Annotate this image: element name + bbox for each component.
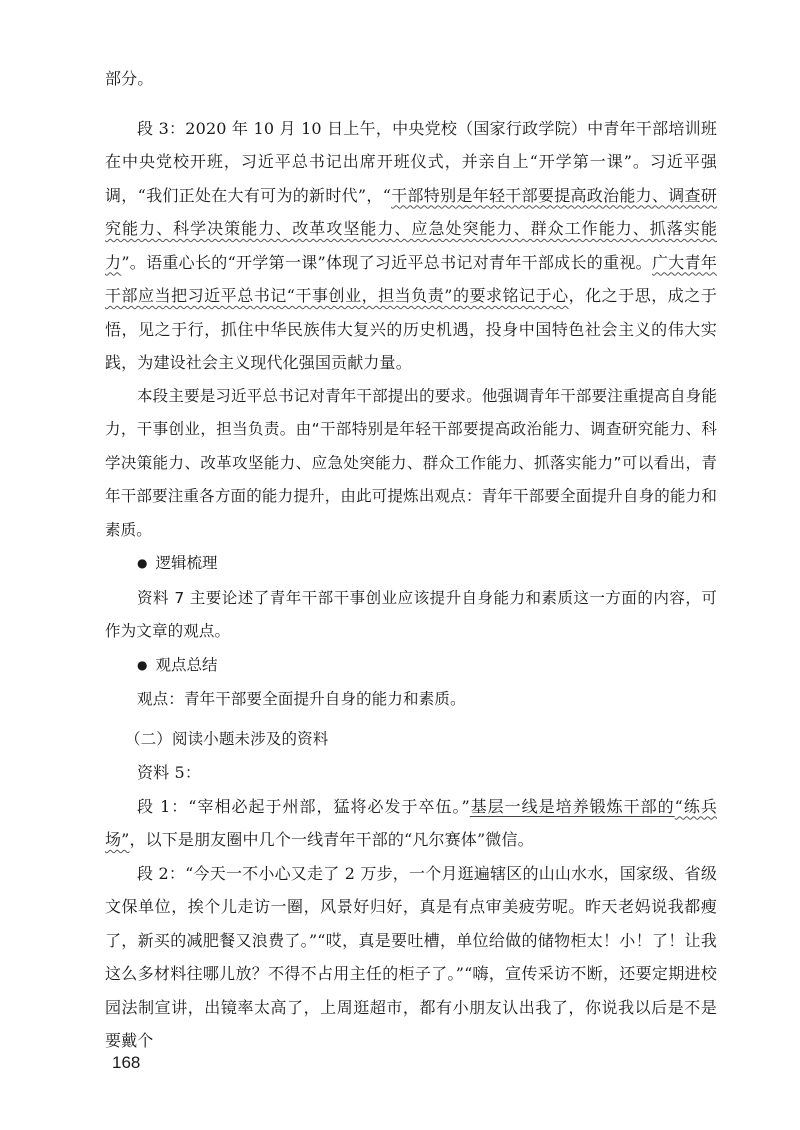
material-5-p1-wavy: “练兵场” xyxy=(105,796,717,849)
analysis-paragraph: 本段主要是习近平总书记对青年干部提出的要求。他强调青年干部要注重提高自身能力，干事创业，担当负责。由“干部特别是年轻干部要提高政治能力、调查研究能力、科学决策能力、改革攻坚能力、应急处突能力、群众工作能力、抓落实能力”可以看出，青年干部要注重各方面的能力提升，由此可提炼出观点：青年干部要全面提升自身的能力和素质。 xyxy=(105,386,717,539)
logic-heading xyxy=(105,547,717,582)
paragraph-3-text-3: ，化之于思，成之于悟，见之于行，抓住中华民族伟大复兴的历史机遇，投身中国特色社会主义的伟大实践，为建设社会主义现代化强国贡献力量。 xyxy=(105,286,717,372)
material-5-p1-text-2: ，以下是朋友圈中几个一线青年干部的“凡尔赛体”微信。 xyxy=(129,830,534,849)
continuation-text: 部分。 xyxy=(105,69,154,88)
summary-heading xyxy=(105,649,717,684)
page-body xyxy=(105,62,717,1058)
logic-heading-text: 逻辑梳理 xyxy=(155,554,218,572)
material-5-p2-text: “今天一不小心又走了 2 万步，一个月逛遍辖区的山山水水，国家级、省级文保单位，挨个儿走访一圈，风景好归好，真是有点审美疲劳呢。昨天老妈说我都瘦了，新买的减肥餐又浪费了。”“哎，真是要吐槽，单位给做的储物柜太！小！了！让我这么多材料往哪儿放？不得不占用主任的柜子了。”“嗨，宣传采访不断，还要定期进校园法制宣讲，出镜率太高了，上周逛超市，都有小朋友认出我了，你说我以后是不是要戴个 xyxy=(105,863,717,1050)
logic-body: 资料 7 主要论述了青年干部干事创业应该提升自身能力和素质这一方面的内容，可作为文章的观点。 xyxy=(105,588,717,640)
paragraph-3-text-1: 2020 年 10 月 10 日上午，中央党校（国家行政学院）中青年干部培训班在中央党校开班，习近平总书记出席开班仪式，并亲自上“开学第一课”。习近平强调，“我们正处在大有可为的新时代”，“ xyxy=(105,118,718,205)
paragraph-3-wavy-2: 广大青年干部应当把习近平总书记“干事创业，担当负责”的要求铭记于心 xyxy=(105,252,718,305)
material-5-label: 资料 5： xyxy=(137,763,202,782)
material-5-p1-label: 段 1： xyxy=(137,796,189,816)
summary-body: 观点：青年干部要全面提升自身的能力和素质。 xyxy=(137,690,466,708)
paragraph-3-label: 段 3： xyxy=(137,118,186,138)
material-5-paragraph-2 xyxy=(105,857,717,1058)
material-5-p2-label: 段 2： xyxy=(137,863,186,883)
material-5-p1-underline: 基层一线是培养锻炼干部的 xyxy=(469,796,675,816)
bullet-icon: ● xyxy=(137,657,148,672)
paragraph-3-wavy-1: 干部特别是年轻干部要提高政治能力、调查研究能力、科学决策能力、改革攻坚能力、应急处突能力、群众工作能力、抓落实能力 xyxy=(105,185,717,272)
material-5-paragraph-1 xyxy=(105,790,717,857)
material-5-p1-text-1: “宰相必起于州部，猛将必发于卒伍。” xyxy=(188,796,470,816)
paragraph-3 xyxy=(105,112,717,380)
summary-heading-text: 观点总结 xyxy=(155,655,218,674)
page-number: 168 xyxy=(112,1053,141,1072)
paragraph-3-text-2: ”。语重心长的“开学第一课”体现了习近平总书记对青年干部成长的重视。 xyxy=(121,252,652,272)
section-2-heading: （二）阅读小题未涉及的资料 xyxy=(125,729,329,748)
bullet-icon: ● xyxy=(137,556,148,570)
